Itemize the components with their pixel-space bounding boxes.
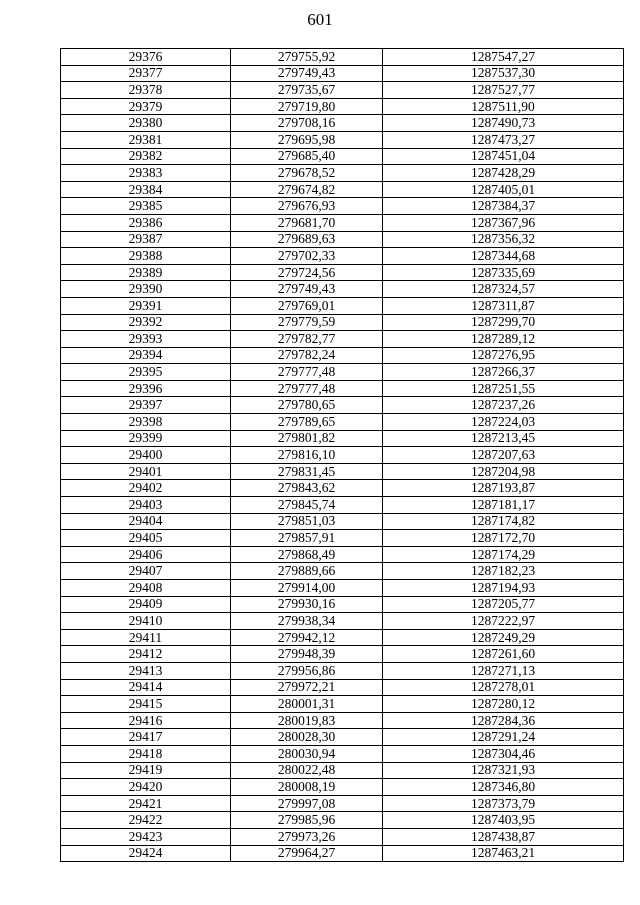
x-coordinate-cell: 279676,93 — [231, 198, 383, 215]
table-row — [61, 297, 624, 314]
x-coordinate-cell: 279749,43 — [231, 65, 383, 82]
table-row — [61, 364, 624, 381]
table-row — [61, 745, 624, 762]
table-row — [61, 795, 624, 812]
y-coordinate-cell: 1287344,68 — [383, 248, 624, 265]
x-coordinate-cell: 279779,59 — [231, 314, 383, 331]
table-row — [61, 165, 624, 182]
x-coordinate-cell: 279678,52 — [231, 165, 383, 182]
table-row — [61, 331, 624, 348]
table-row — [61, 49, 624, 66]
x-coordinate-cell: 279948,39 — [231, 646, 383, 663]
y-coordinate-cell: 1287335,69 — [383, 264, 624, 281]
y-coordinate-cell: 1287324,57 — [383, 281, 624, 298]
y-coordinate-cell: 1287299,70 — [383, 314, 624, 331]
y-coordinate-cell: 1287527,77 — [383, 82, 624, 99]
point-number-cell: 29377 — [61, 65, 231, 82]
point-number-cell: 29413 — [61, 662, 231, 679]
x-coordinate-cell: 279889,66 — [231, 563, 383, 580]
table-row — [61, 380, 624, 397]
table-row — [61, 546, 624, 563]
point-number-cell: 29398 — [61, 414, 231, 431]
y-coordinate-cell: 1287266,37 — [383, 364, 624, 381]
point-number-cell: 29402 — [61, 480, 231, 497]
table-row — [61, 563, 624, 580]
table-row — [61, 231, 624, 248]
point-number-cell: 29414 — [61, 679, 231, 696]
point-number-cell: 29401 — [61, 463, 231, 480]
x-coordinate-cell: 279857,91 — [231, 530, 383, 547]
x-coordinate-cell: 279749,43 — [231, 281, 383, 298]
point-number-cell: 29392 — [61, 314, 231, 331]
y-coordinate-cell: 1287511,90 — [383, 98, 624, 115]
y-coordinate-cell: 1287284,36 — [383, 712, 624, 729]
x-coordinate-cell: 279681,70 — [231, 214, 383, 231]
y-coordinate-cell: 1287438,87 — [383, 828, 624, 845]
table-row — [61, 679, 624, 696]
y-coordinate-cell: 1287194,93 — [383, 580, 624, 597]
y-coordinate-cell: 1287473,27 — [383, 131, 624, 148]
x-coordinate-cell: 279801,82 — [231, 430, 383, 447]
y-coordinate-cell: 1287403,95 — [383, 812, 624, 829]
point-number-cell: 29420 — [61, 779, 231, 796]
x-coordinate-cell: 280028,30 — [231, 729, 383, 746]
table-row — [61, 314, 624, 331]
point-number-cell: 29410 — [61, 613, 231, 630]
y-coordinate-cell: 1287278,01 — [383, 679, 624, 696]
point-number-cell: 29391 — [61, 297, 231, 314]
point-number-cell: 29382 — [61, 148, 231, 165]
y-coordinate-cell: 1287249,29 — [383, 629, 624, 646]
point-number-cell: 29407 — [61, 563, 231, 580]
x-coordinate-cell: 279674,82 — [231, 181, 383, 198]
x-coordinate-cell: 279689,63 — [231, 231, 383, 248]
y-coordinate-cell: 1287181,17 — [383, 497, 624, 514]
point-number-cell: 29379 — [61, 98, 231, 115]
table-row — [61, 347, 624, 364]
x-coordinate-cell: 280019,83 — [231, 712, 383, 729]
x-coordinate-cell: 279782,24 — [231, 347, 383, 364]
y-coordinate-cell: 1287182,23 — [383, 563, 624, 580]
y-coordinate-cell: 1287321,93 — [383, 762, 624, 779]
point-number-cell: 29411 — [61, 629, 231, 646]
table-row — [61, 646, 624, 663]
y-coordinate-cell: 1287304,46 — [383, 745, 624, 762]
y-coordinate-cell: 1287346,80 — [383, 779, 624, 796]
table-row — [61, 513, 624, 530]
x-coordinate-cell: 279708,16 — [231, 115, 383, 132]
page-number: 601 — [307, 10, 333, 29]
x-coordinate-cell: 279851,03 — [231, 513, 383, 530]
point-number-cell: 29395 — [61, 364, 231, 381]
y-coordinate-cell: 1287463,21 — [383, 845, 624, 862]
x-coordinate-cell: 280001,31 — [231, 696, 383, 713]
y-coordinate-cell: 1287490,73 — [383, 115, 624, 132]
point-number-cell: 29405 — [61, 530, 231, 547]
y-coordinate-cell: 1287261,60 — [383, 646, 624, 663]
point-number-cell: 29386 — [61, 214, 231, 231]
table-row — [61, 198, 624, 215]
x-coordinate-cell: 279777,48 — [231, 380, 383, 397]
x-coordinate-cell: 279914,00 — [231, 580, 383, 597]
point-number-cell: 29394 — [61, 347, 231, 364]
table-row — [61, 397, 624, 414]
y-coordinate-cell: 1287251,55 — [383, 380, 624, 397]
x-coordinate-cell: 279868,49 — [231, 546, 383, 563]
table-row — [61, 214, 624, 231]
table-row — [61, 580, 624, 597]
x-coordinate-cell: 279930,16 — [231, 596, 383, 613]
table-row — [61, 696, 624, 713]
point-number-cell: 29384 — [61, 181, 231, 198]
y-coordinate-cell: 1287356,32 — [383, 231, 624, 248]
y-coordinate-cell: 1287222,97 — [383, 613, 624, 630]
point-number-cell: 29404 — [61, 513, 231, 530]
table-row — [61, 662, 624, 679]
coordinates-table — [60, 48, 624, 862]
coordinates-table-body — [61, 49, 624, 862]
x-coordinate-cell: 279938,34 — [231, 613, 383, 630]
x-coordinate-cell: 279956,86 — [231, 662, 383, 679]
table-row — [61, 530, 624, 547]
point-number-cell: 29397 — [61, 397, 231, 414]
point-number-cell: 29393 — [61, 331, 231, 348]
point-number-cell: 29388 — [61, 248, 231, 265]
x-coordinate-cell: 279942,12 — [231, 629, 383, 646]
table-row — [61, 148, 624, 165]
x-coordinate-cell: 279685,40 — [231, 148, 383, 165]
y-coordinate-cell: 1287207,63 — [383, 447, 624, 464]
y-coordinate-cell: 1287428,29 — [383, 165, 624, 182]
table-row — [61, 613, 624, 630]
x-coordinate-cell: 279985,96 — [231, 812, 383, 829]
point-number-cell: 29385 — [61, 198, 231, 215]
y-coordinate-cell: 1287291,24 — [383, 729, 624, 746]
y-coordinate-cell: 1287405,01 — [383, 181, 624, 198]
point-number-cell: 29400 — [61, 447, 231, 464]
table-row — [61, 281, 624, 298]
x-coordinate-cell: 279769,01 — [231, 297, 383, 314]
x-coordinate-cell: 280008,19 — [231, 779, 383, 796]
point-number-cell: 29389 — [61, 264, 231, 281]
point-number-cell: 29424 — [61, 845, 231, 862]
y-coordinate-cell: 1287174,29 — [383, 546, 624, 563]
point-number-cell: 29399 — [61, 430, 231, 447]
table-row — [61, 712, 624, 729]
y-coordinate-cell: 1287172,70 — [383, 530, 624, 547]
point-number-cell: 29376 — [61, 49, 231, 66]
x-coordinate-cell: 279695,98 — [231, 131, 383, 148]
point-number-cell: 29406 — [61, 546, 231, 563]
point-number-cell: 29409 — [61, 596, 231, 613]
point-number-cell: 29417 — [61, 729, 231, 746]
y-coordinate-cell: 1287174,82 — [383, 513, 624, 530]
x-coordinate-cell: 279724,56 — [231, 264, 383, 281]
table-row — [61, 131, 624, 148]
y-coordinate-cell: 1287193,87 — [383, 480, 624, 497]
x-coordinate-cell: 279972,21 — [231, 679, 383, 696]
table-row — [61, 98, 624, 115]
table-row — [61, 828, 624, 845]
table-row — [61, 480, 624, 497]
point-number-cell: 29415 — [61, 696, 231, 713]
x-coordinate-cell: 279816,10 — [231, 447, 383, 464]
y-coordinate-cell: 1287311,87 — [383, 297, 624, 314]
table-row — [61, 779, 624, 796]
y-coordinate-cell: 1287547,27 — [383, 49, 624, 66]
point-number-cell: 29418 — [61, 745, 231, 762]
point-number-cell: 29381 — [61, 131, 231, 148]
x-coordinate-cell: 279719,80 — [231, 98, 383, 115]
x-coordinate-cell: 279845,74 — [231, 497, 383, 514]
point-number-cell: 29396 — [61, 380, 231, 397]
table-row — [61, 115, 624, 132]
table-row — [61, 762, 624, 779]
y-coordinate-cell: 1287276,95 — [383, 347, 624, 364]
y-coordinate-cell: 1287271,13 — [383, 662, 624, 679]
table-row — [61, 463, 624, 480]
table-row — [61, 65, 624, 82]
x-coordinate-cell: 279997,08 — [231, 795, 383, 812]
point-number-cell: 29412 — [61, 646, 231, 663]
point-number-cell: 29390 — [61, 281, 231, 298]
point-number-cell: 29383 — [61, 165, 231, 182]
table-row — [61, 845, 624, 862]
x-coordinate-cell: 279789,65 — [231, 414, 383, 431]
x-coordinate-cell: 280030,94 — [231, 745, 383, 762]
x-coordinate-cell: 279702,33 — [231, 248, 383, 265]
y-coordinate-cell: 1287367,96 — [383, 214, 624, 231]
table-row — [61, 264, 624, 281]
y-coordinate-cell: 1287289,12 — [383, 331, 624, 348]
point-number-cell: 29422 — [61, 812, 231, 829]
point-number-cell: 29380 — [61, 115, 231, 132]
table-row — [61, 812, 624, 829]
x-coordinate-cell: 279973,26 — [231, 828, 383, 845]
table-row — [61, 596, 624, 613]
table-row — [61, 729, 624, 746]
x-coordinate-cell: 279780,65 — [231, 397, 383, 414]
x-coordinate-cell: 280022,48 — [231, 762, 383, 779]
point-number-cell: 29419 — [61, 762, 231, 779]
y-coordinate-cell: 1287373,79 — [383, 795, 624, 812]
x-coordinate-cell: 279843,62 — [231, 480, 383, 497]
point-number-cell: 29387 — [61, 231, 231, 248]
point-number-cell: 29421 — [61, 795, 231, 812]
table-row — [61, 248, 624, 265]
x-coordinate-cell: 279755,92 — [231, 49, 383, 66]
point-number-cell: 29416 — [61, 712, 231, 729]
y-coordinate-cell: 1287224,03 — [383, 414, 624, 431]
table-row — [61, 181, 624, 198]
y-coordinate-cell: 1287204,98 — [383, 463, 624, 480]
x-coordinate-cell: 279831,45 — [231, 463, 383, 480]
point-number-cell: 29378 — [61, 82, 231, 99]
y-coordinate-cell: 1287537,30 — [383, 65, 624, 82]
table-row — [61, 430, 624, 447]
table-row — [61, 414, 624, 431]
x-coordinate-cell: 279964,27 — [231, 845, 383, 862]
y-coordinate-cell: 1287280,12 — [383, 696, 624, 713]
y-coordinate-cell: 1287451,04 — [383, 148, 624, 165]
point-number-cell: 29403 — [61, 497, 231, 514]
x-coordinate-cell: 279735,67 — [231, 82, 383, 99]
point-number-cell: 29423 — [61, 828, 231, 845]
table-row — [61, 82, 624, 99]
point-number-cell: 29408 — [61, 580, 231, 597]
table-row — [61, 447, 624, 464]
x-coordinate-cell: 279777,48 — [231, 364, 383, 381]
y-coordinate-cell: 1287205,77 — [383, 596, 624, 613]
table-row — [61, 629, 624, 646]
table-row — [61, 497, 624, 514]
y-coordinate-cell: 1287384,37 — [383, 198, 624, 215]
y-coordinate-cell: 1287237,26 — [383, 397, 624, 414]
y-coordinate-cell: 1287213,45 — [383, 430, 624, 447]
x-coordinate-cell: 279782,77 — [231, 331, 383, 348]
